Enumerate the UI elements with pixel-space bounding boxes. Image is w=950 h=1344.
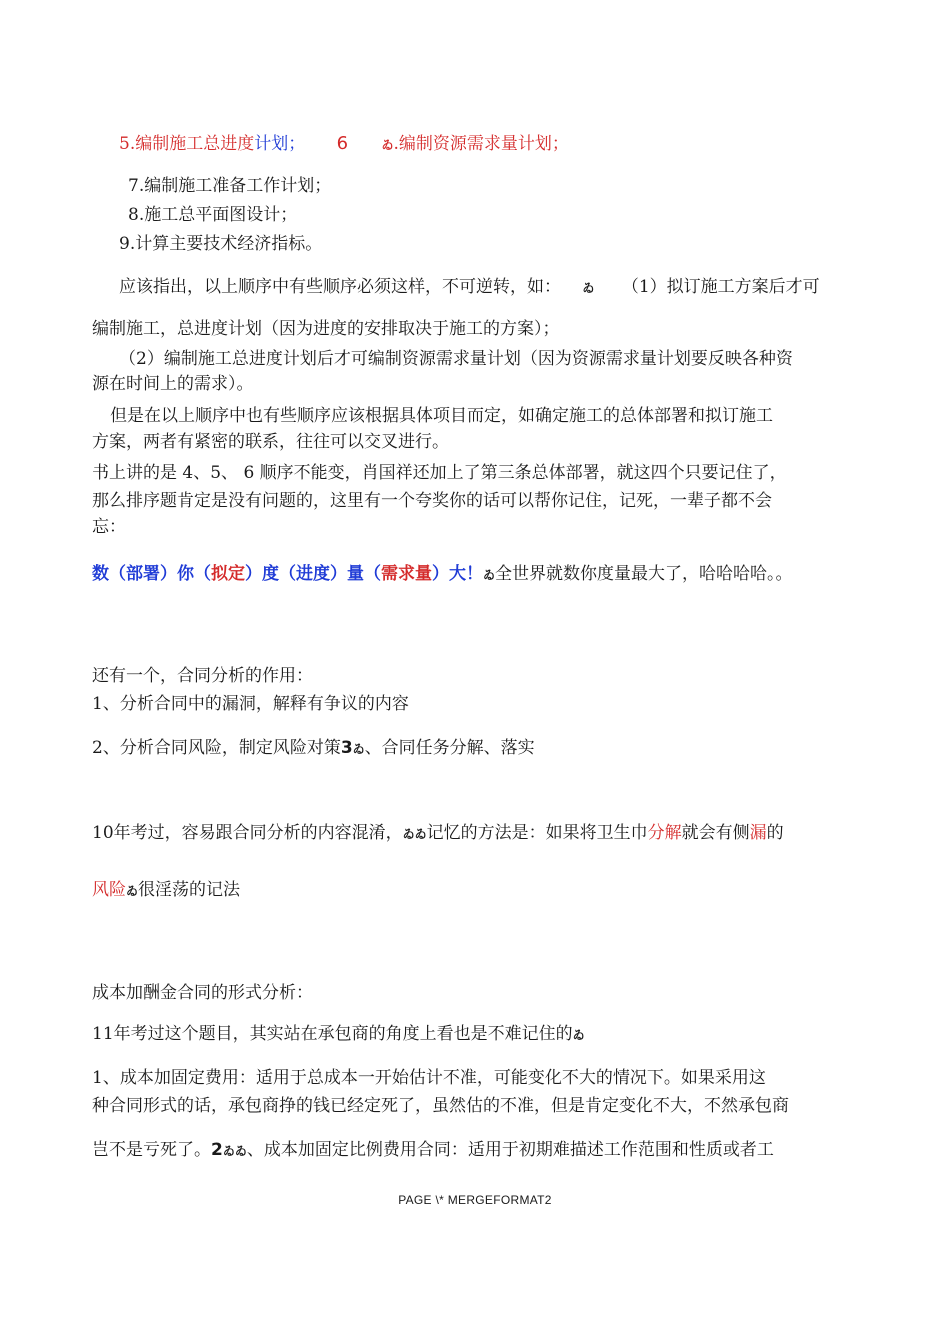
text: 、成本加固定比例费用合同：适用于初期难描述工作范围和性质或者工	[246, 1140, 774, 1160]
text-number: 3	[340, 738, 353, 758]
glyph-mark: ゐ	[582, 281, 595, 295]
text: 岂不是亏死了。	[92, 1140, 211, 1160]
glyph-mark: ゐゐ	[222, 1144, 247, 1158]
line-22: 1、成本加固定费用：适用于总成本一开始估计不准，可能变化不大的情况下。如果采用这	[92, 1068, 766, 1088]
text: 10年考过，容易跟合同分析的内容混淆，	[92, 823, 403, 843]
line-15: 还有一个，合同分析的作用：	[92, 666, 313, 686]
text: 、合同任务分解、落实	[364, 738, 535, 758]
line-step7: 7.编制施工准备工作计划；	[128, 176, 332, 196]
text-red: 漏	[749, 823, 767, 843]
line-12: 那么排序题肯定是没有问题的，这里有一个夸奖你的话可以帮你记住，记死，一辈子都不会	[92, 491, 772, 511]
line-6: 编制施工，总进度计划（因为进度的安排取决于施工的方案）；	[92, 319, 560, 339]
line-24	[92, 1138, 774, 1163]
text: （1）拟订施工方案后才可	[621, 277, 820, 297]
glyph-mark: ゐ	[483, 568, 496, 582]
text-blue-bold: ）度（进度）量（	[245, 564, 381, 584]
line-8: 源在时间上的需求）。	[92, 374, 254, 394]
text-blue-bold: ）大！	[432, 564, 483, 584]
text: 的	[766, 823, 784, 843]
text: 应该指出，以上顺序中有些顺序必须这样，不可逆转，如：	[119, 277, 561, 297]
glyph-mark: ゐ	[126, 884, 139, 898]
glyph-mark: ゐ	[381, 138, 394, 152]
text-blue-bold: 数（部署）你（	[92, 564, 211, 584]
glyph-mark: ゐゐ	[402, 827, 427, 841]
line-23: 种合同形式的话，承包商挣的钱已经定死了，虽然估的不准，但是肯定变化不大，不然承包商	[92, 1096, 789, 1116]
line-step9: 9.计算主要技术经济指标。	[119, 234, 323, 254]
line-9: 但是在以上顺序中也有些顺序应该根据具体项目而定，如确定施工的总体部署和拟订施工	[110, 406, 773, 426]
glyph-mark: ゐ	[352, 742, 365, 756]
line-mnemonic	[92, 562, 793, 587]
text-red-number: 6	[336, 133, 349, 154]
text-blue: 计划；	[254, 134, 306, 154]
line-step5-6	[119, 132, 569, 157]
text: 2、分析合同风险，制定风险对策	[92, 738, 341, 758]
line-21	[92, 1022, 585, 1047]
line-step8: 8.施工总平面图设计；	[128, 205, 298, 225]
line-16: 1、分析合同中的漏洞，解释有争议的内容	[92, 694, 409, 714]
line-point-out	[119, 275, 820, 300]
text-red: 5.编制施工总进度	[119, 134, 255, 154]
text: 记忆的方法是：如果将卫生巾	[426, 823, 648, 843]
line-18	[92, 821, 784, 846]
line-10: 方案，两者有紧密的联系，往往可以交叉进行。	[92, 432, 449, 452]
text: 11年考过这个题目，其实站在承包商的角度上看也是不难记住的	[92, 1024, 573, 1044]
page-footer: PAGE \* MERGEFORMAT2	[398, 1193, 552, 1207]
line-17	[92, 736, 535, 761]
text-red-bold: 拟定	[211, 564, 245, 584]
text-red: .编制资源需求量计划；	[393, 134, 569, 154]
text: 很淫荡的记法	[138, 880, 241, 900]
text-red-bold: 需求量	[381, 564, 432, 584]
line-13: 忘：	[92, 517, 126, 537]
line-19	[92, 878, 240, 903]
text-red: 风险	[92, 880, 126, 900]
text-red: 分解	[647, 823, 682, 843]
line-7: （2）编制施工总进度计划后才可编制资源需求量计划（因为资源需求量计划要反映各种资	[119, 349, 793, 369]
line-11: 书上讲的是 4、5、 6 顺序不能变，肖国祥还加上了第三条总体部署，就这四个只要记住了，	[92, 463, 787, 483]
line-20: 成本加酬金合同的形式分析：	[92, 983, 313, 1003]
text-number: 2	[211, 1140, 223, 1160]
text: 就会有侧	[681, 823, 750, 843]
text: 全世界就数你度量最大了，哈哈哈哈。。	[495, 564, 793, 584]
glyph-mark: ゐ	[572, 1028, 585, 1042]
